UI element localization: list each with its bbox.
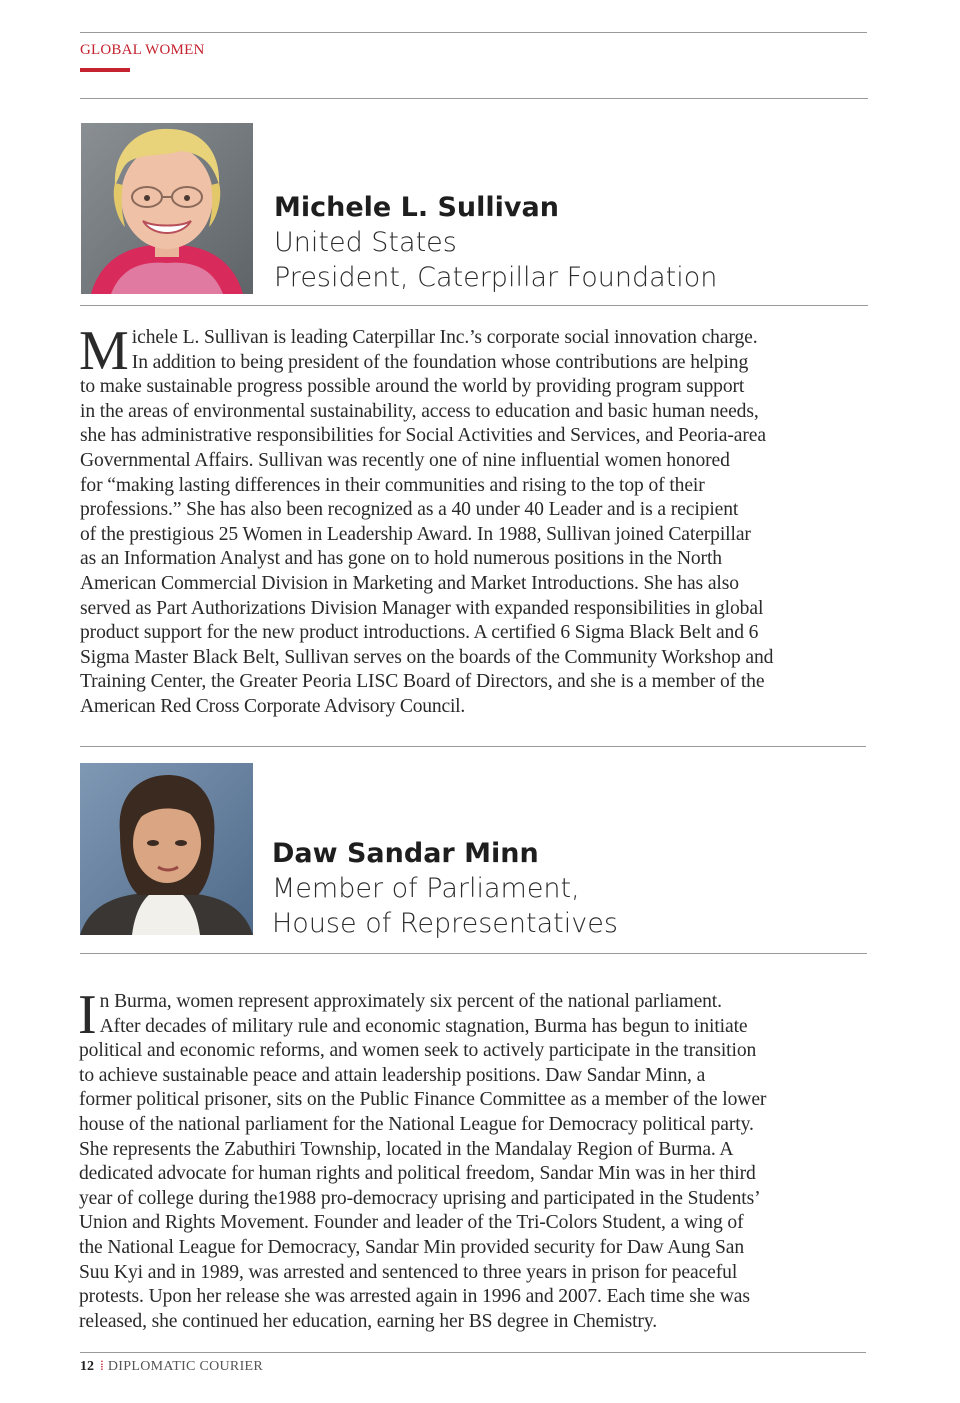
profile-2-rule — [80, 953, 867, 954]
profile-2-bio — [78, 984, 879, 1334]
bio-line: year of college during the1988 pro-democracy uprising and participated in the Students’ — [79, 1187, 761, 1209]
profile-1-bio — [79, 320, 880, 720]
bio-line: American Red Cross Corporate Advisory Council. — [80, 695, 466, 717]
profile-2-dropcap: I — [78, 984, 97, 1046]
section-underline — [80, 68, 130, 72]
bio-line: the National League for Democracy, Sandar Min provided security for Daw Aung San — [79, 1236, 745, 1258]
bio-line: to achieve sustainable peace and attain leadership positions. Daw Sandar Minn, a — [79, 1064, 706, 1086]
section-label: GLOBAL WOMEN — [80, 42, 205, 58]
section-divider — [80, 746, 866, 747]
bio-line: former political prisoner, sits on the Public Finance Committee as a member of the lower — [79, 1089, 767, 1111]
bio-line: in the areas of environmental sustainability, access to education and basic human needs, — [80, 400, 759, 422]
bio-line: released, she continued her education, earning her BS degree in Chemistry. — [79, 1310, 657, 1332]
bio-line: n Burma, women represent approximately six percent of the national parliament. — [99, 991, 722, 1012]
publication-name: DIPLOMATIC COURIER — [107, 1359, 264, 1374]
bio-line: to make sustainable progress possible around the world by providing program support — [80, 376, 745, 398]
footer-separator: ⁞ — [100, 1359, 104, 1374]
bio-line: ichele L. Sullivan is leading Caterpillar Inc.’s corporate social innovation charge. — [131, 327, 758, 348]
page-number: 12 — [80, 1359, 94, 1374]
bio-line: house of the national parliament for the National League for Democracy political party. — [79, 1113, 754, 1135]
bio-line: dedicated advocate for human rights and political freedom, Sandar Min was in her third — [79, 1163, 756, 1185]
bio-line: for “making lasting differences in their communities and rising to the top of their — [80, 474, 705, 496]
footer — [80, 1359, 263, 1375]
profile-1-name: Michele L. Sullivan — [274, 192, 559, 223]
bio-line: as an Information Analyst and has gone on to hold numerous positions in the North — [80, 548, 722, 570]
bio-line: Sigma Master Black Belt, Sullivan serves on the boards of the Community Workshop and — [80, 646, 774, 668]
profile-2-chamber: House of Representatives — [272, 908, 618, 939]
footer-rule — [80, 1352, 866, 1353]
bio-line: Union and Rights Movement. Founder and leader of the Tri-Colors Student, a wing of — [79, 1212, 744, 1234]
profile-2-name: Daw Sandar Minn — [272, 838, 539, 869]
bio-line: she has administrative responsibilities for Social Activities and Services, and Peoria-area — [80, 425, 766, 447]
bio-line: served as Part Authorizations Division Manager with expanded responsibilities in global — [80, 597, 764, 619]
profile-2-role: Member of Parliament, — [272, 873, 580, 904]
header-rule — [80, 98, 868, 99]
bio-line: American Commercial Division in Marketing and Market Introductions. She has also — [80, 572, 739, 594]
bio-line: After decades of military rule and economic stagnation, Burma has begun to initiate — [99, 1015, 748, 1037]
profile-1-dropcap: M — [79, 320, 129, 382]
bio-line: Governmental Affairs. Sullivan was recently one of nine influential women honored — [80, 449, 730, 471]
bio-line: political and economic reforms, and women seek to actively participate in the transition — [79, 1040, 757, 1062]
sullivan-portrait — [81, 123, 253, 294]
bio-line: In addition to being president of the foundation whose contributions are helping — [131, 351, 749, 373]
bio-line: Training Center, the Greater Peoria LISC Board of Directors, and she is a member of the — [80, 671, 765, 693]
bio-line: of the prestigious 25 Women in Leadership Award. In 1988, Sullivan joined Caterpillar — [80, 523, 751, 545]
profile-1-rule — [80, 305, 868, 306]
bio-line: She represents the Zabuthiri Township, located in the Mandalay Region of Burma. A — [79, 1138, 734, 1160]
minn-portrait — [80, 763, 253, 935]
bio-line: professions.” She has also been recognized as a 40 under 40 Leader and is a recipient — [80, 499, 739, 521]
bio-line: Suu Kyi and in 1989, was arrested and sentenced to three years in prison for peaceful — [79, 1261, 738, 1283]
profile-1-country: United States — [274, 227, 457, 258]
profile-1-title: President, Caterpillar Foundation — [274, 262, 718, 293]
bio-line: protests. Upon her release she was arrested again in 1996 and 2007. Each time she was — [79, 1286, 750, 1308]
bio-line: product support for the new product introductions. A certified 6 Sigma Black Belt and 6 — [80, 622, 759, 644]
top-rule — [80, 32, 867, 33]
